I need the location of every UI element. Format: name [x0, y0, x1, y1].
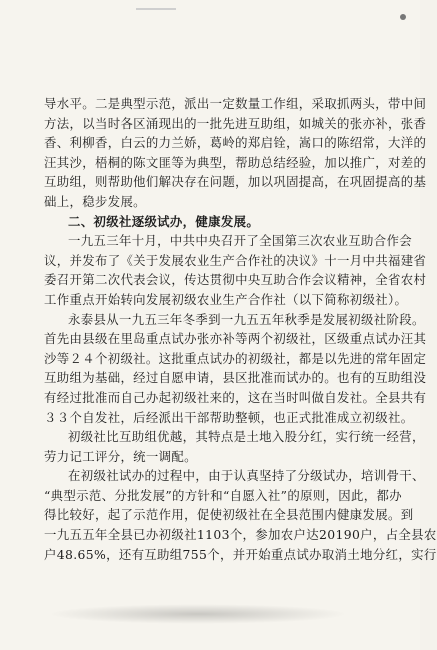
scan-dot: [400, 14, 406, 20]
section-heading: 二、初级社逐级试办，健康发展。: [68, 213, 260, 229]
text-line: 一九五五年全县已办初级社1103个，参加农户达20190户，占全县农: [44, 527, 437, 543]
text-line: 沙等２４个初级社。这批重点试办的初级社，都是以先进的常年固定: [44, 350, 427, 366]
text-line: “典型示范、分批发展”的方针和“自愿入社”的原则，因此，都办: [44, 487, 402, 503]
text-line: 汪其沙，梧桐的陈文匪等为典型，帮助总结经验，加以推广，对差的: [44, 154, 427, 170]
text-line: 劳力记工评分，统一调配。: [44, 448, 197, 464]
text-line: 一九五三年十月，中共中央召开了全国第三次农业互助合作会: [68, 233, 412, 249]
text-line: 工作重点开始转向发展初级农业生产合作社（以下简称初级社）。: [44, 291, 408, 307]
text-line: 互助组，则帮助他们解决存在问题，加以巩固提高，在巩固提高的基: [44, 174, 427, 190]
text-line: 首先由县级在里岛重点试办张亦补等两个初级社，区级重点试办汪其: [44, 331, 427, 347]
text-line: 互助组为基础，经过自愿申请，县区批准而试办的。也有的互助组没: [44, 370, 427, 386]
document-body: [44, 94, 437, 564]
text-line: 议，并发布了《关于发展农业生产合作社的决议》十一月中共福建省: [44, 252, 427, 268]
scan-smudge: [48, 604, 348, 624]
text-line: 初级社比互助组优越，其特点是土地入股分红，实行统一经营，: [68, 429, 425, 445]
text-line: 有经过批准而自己办起初级社来的，这在当时叫做自发社。全县共有: [44, 389, 427, 405]
text-line: 委召开第二次代表会议，传达贯彻中央互助合作会议精神，全省农村: [44, 272, 427, 288]
text-line: 方法，以当时各区涌现出的一批先进互助组，如城关的张亦补，张香: [44, 115, 427, 131]
scan-mark: [136, 8, 176, 10]
text-line: 础上，稳步发展。: [44, 193, 146, 209]
text-line: 在初级社试办的过程中，由于认真坚持了分级试办，培训骨干、: [68, 468, 425, 484]
text-line: 香、利柳香，白云的力兰娇，葛岭的郑启铨，嵩口的陈绍常，大洋的: [44, 135, 427, 151]
text-line: 得比较好，起了示范作用，促使初级社在全县范围内健康发展。到: [44, 507, 414, 523]
text-line: ３３个自发社，后经派出干部帮助整顿，也正式批准成立初级社。: [44, 409, 414, 425]
text-line: 户48.65%，还有互助组755个，并开始重点试办取消土地分红，实行: [44, 546, 437, 562]
text-line: 永泰县从一九五三年冬季到一九五五年秋季是发展初级社阶段。: [68, 311, 425, 327]
text-line: 导水平。二是典型示范，派出一定数量工作组，采取抓两头，带中间: [44, 96, 427, 111]
